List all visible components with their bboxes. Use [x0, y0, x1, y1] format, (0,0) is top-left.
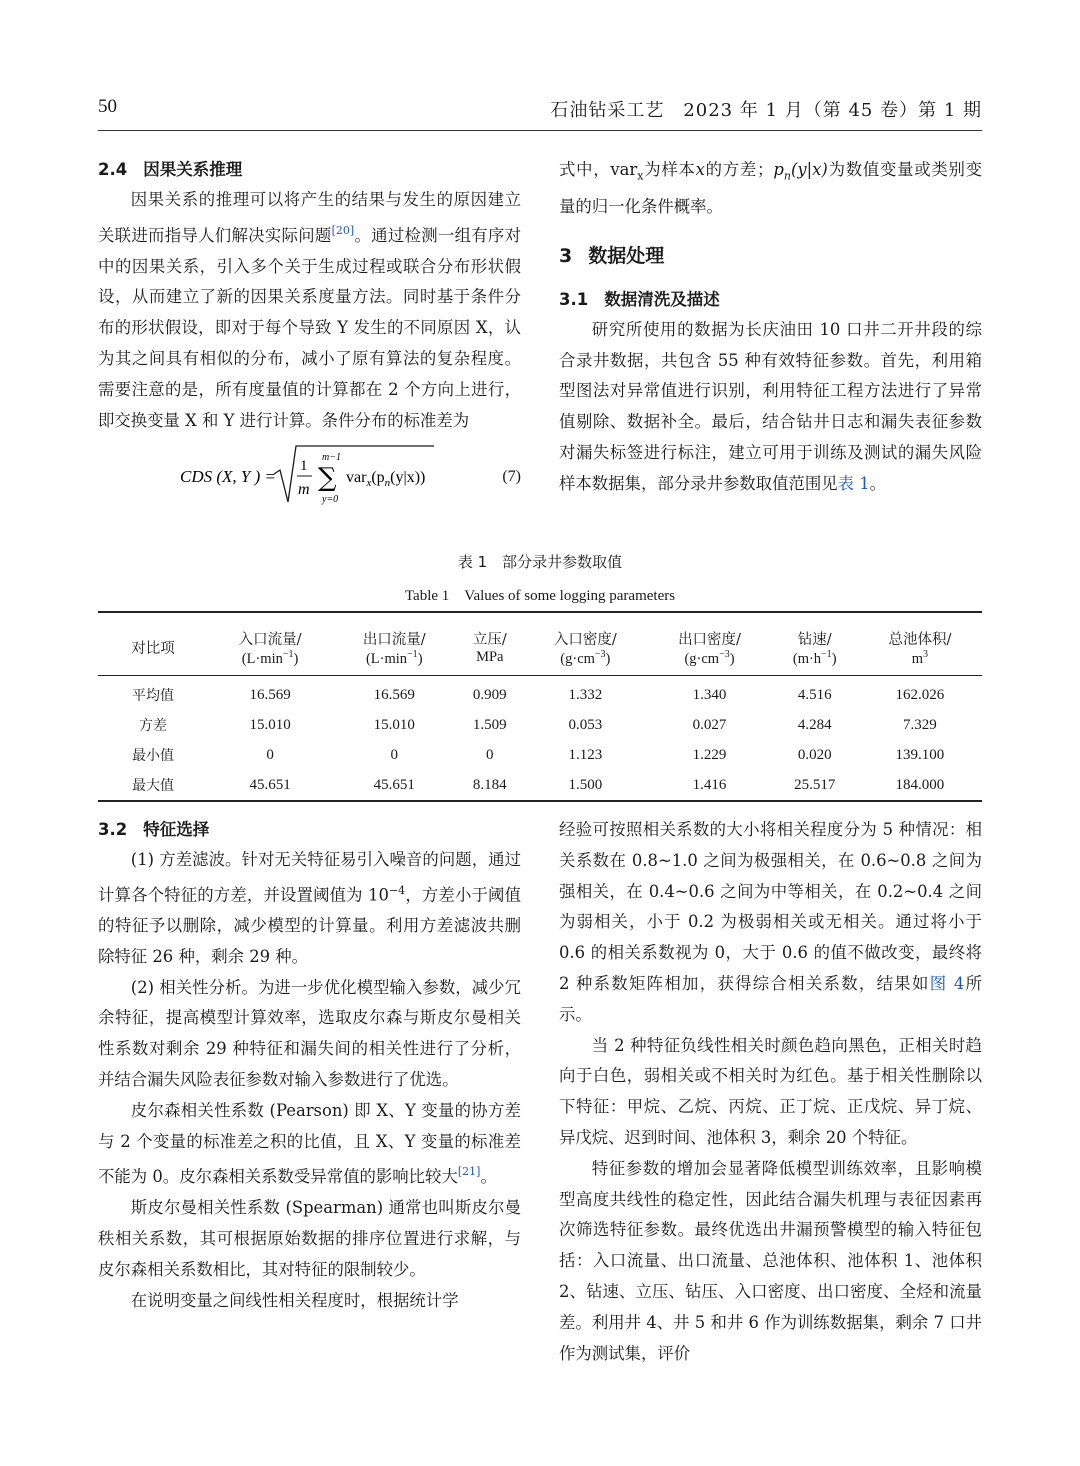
table-cell: 162.026 [895, 686, 945, 703]
table-cell: 15.010 [249, 716, 291, 733]
text: 皮尔森相关性系数 (Pearson) 即 X、Y 变量的协方差与 2 个变量的标准差之积的比值，且 X、Y 变量的标准差不能为 0。皮尔森相关系数受异常值的影响比较大 [98, 1100, 521, 1187]
section-number: 2.4 [98, 160, 128, 179]
paragraph [98, 845, 521, 973]
section-number: 3.1 [559, 289, 589, 309]
paragraph: 在说明变量之间线性相关程度时，根据统计学 [130, 1290, 459, 1310]
table-cell: 16.569 [373, 686, 415, 703]
paragraph [559, 315, 982, 500]
sum-upper-limit: m−1 [322, 452, 341, 464]
variable: (y|x) [791, 160, 828, 179]
text: 所示。 [559, 973, 982, 1024]
section-title: 因果关系推理 [143, 160, 243, 179]
column-header: 出口密度/ [647, 612, 771, 649]
table-cell: 0.020 [797, 746, 832, 763]
sum-lower-limit: y=0 [322, 494, 339, 506]
paragraph: 斯皮尔曼相关性系数 (Spearman) 通常也叫斯皮尔曼秩相关系数，其可根据原始数据的排序位置进行求解，与皮尔森相关系数相比，其对特征的限制较少。 [98, 1198, 521, 1279]
table-cell: 0.053 [568, 716, 603, 733]
table-cell: 0 [266, 746, 274, 763]
table-cell: 0 [486, 746, 494, 763]
table-row [98, 676, 982, 711]
paragraph: (2) 相关性分析。为进一步优化模型输入参数，减少冗余特征，提高模型计算效率，选取皮尔森与斯皮尔曼相关性系数对剩余 29 种特征和漏失间的相关性进行了分析，并结合漏失风险表征参数对输入参数进行了优选。 [98, 977, 521, 1090]
table-cell: 45.651 [208, 770, 332, 801]
running-header [98, 92, 982, 131]
table-cell: 1.500 [523, 770, 647, 801]
variable: p [773, 160, 784, 179]
column-header: 钻速/ [772, 612, 858, 649]
citation-link[interactable]: [20] [331, 223, 355, 237]
logging-parameters-table [98, 611, 982, 802]
right-column-top [559, 155, 982, 500]
column-header: 入口流量/ [208, 612, 332, 649]
text: 的方差； [704, 160, 774, 179]
section-title: 特征选择 [143, 820, 210, 839]
column-header: 出口流量/ [332, 612, 456, 649]
equation-7 [98, 440, 521, 514]
superscript: −4 [388, 883, 406, 897]
text: (1) 方差滤波。针对无关特征易引入噪音的问题，通过计算各个特征的方差，并设置阈值为 10 [98, 850, 521, 905]
text: 经验可按照相关系数的大小将相关程度分为 5 种情况：相关系数在 0.8~1.0 之间为极强相关，在 0.6~0.8 之间为强相关，在 0.4~0.6 之间为中等相关，在 0.2~0.4 之间为弱相关，小于 0.2 为极弱相关或无相关。通过将小于 0.6 的相关系数视为 0，大于 0.6 的值不做改变，最终将 2 种系数矩阵相加，获得综合相关系数，结果如 [559, 820, 982, 993]
row-label: 最大值 [98, 770, 208, 801]
table-row [98, 710, 982, 740]
table-cell: 139.100 [895, 746, 945, 763]
table-cell: 1.332 [568, 686, 603, 703]
formula-lhs: CDS (X, Y ) = [180, 467, 276, 487]
table-cell: 4.516 [797, 686, 832, 703]
formula-body: $var_x(p_n(y|x))$ [346, 469, 426, 490]
table-cell: 0 [390, 746, 398, 763]
table-cell: 0.909 [472, 686, 507, 703]
formula-frac-num: 1 [300, 458, 308, 475]
citation-link[interactable]: [21] [457, 1165, 481, 1179]
table-cell: 25.517 [772, 770, 858, 801]
text: 。 [480, 1167, 497, 1187]
table-cell: 15.010 [373, 716, 415, 733]
table-reference-link[interactable]: 表 1 [837, 473, 870, 493]
text: 因果关系的推理可以将产生的结果与发生的原因建立关联进而指导人们解决实际问题 [98, 190, 521, 245]
row-label: 最小值 [132, 748, 174, 764]
text: 式中，var [559, 160, 638, 179]
column-unit: $(g\cdot cm^{-3})$ [523, 649, 647, 676]
table-unit-row [98, 649, 982, 676]
text: 。 [869, 473, 887, 493]
sum-symbol: ∑ [318, 463, 337, 494]
row-label: 平均值 [132, 688, 174, 704]
text: 为数值变量或类别变量的归一化条件概率。 [559, 160, 983, 217]
table-cell: 1.229 [692, 746, 727, 763]
section-3-heading [559, 239, 982, 273]
section-3-2-heading [98, 815, 521, 845]
formula-frac-den: m [298, 481, 310, 499]
table-caption-en: Table 1 Values of some logging parameters [404, 588, 676, 604]
paragraph: 当 2 种特征负线性相关时颜色趋向黑色，正相关时趋向于白色，弱相关或不相关时为红色。基于相关性删除以下特征：甲烷、乙烷、丙烷、正丁烷、正戊烷、异丁烷、异戊烷、迟到时间、池体积 3，剩余 20 个特征。 [559, 1035, 982, 1147]
column-unit: MPa [456, 649, 523, 676]
section-number: 3.2 [98, 820, 128, 839]
section-number: 3 [559, 244, 573, 267]
formula-cds [98, 440, 521, 514]
text: 。通过检测一组有序对中的因果关系，引入多个关于生成过程或联合分布形状假设，从而建立了新的因果关系度量方法。同时基于条件分布的形状假设，即对于每个导致 Y 发生的不同原因 X，认为其之间具有相似的分布，减小了原有算法的复杂程度。需要注意的是，所有度量值的计算都在 2 个方向上进行，即交换变量 X 和 Y 进行计算。条件分布的标准差为 [98, 225, 522, 430]
section-2-4-heading [98, 155, 521, 185]
table-cell: 7.329 [903, 716, 937, 733]
subscript: n [783, 169, 791, 183]
column-unit: $m^3$ [858, 649, 982, 676]
text: ，方差小于阈值的特征予以删除，减少模型的计算量。利用方差滤波共删除特征 26 种，剩余 29 种。 [98, 885, 521, 966]
column-unit: $(g\cdot cm^{-3})$ [647, 649, 771, 676]
table-cell: 1.509 [472, 716, 507, 733]
section-title: 数据清洗及描述 [604, 289, 720, 309]
paragraph: 特征参数的增加会显著降低模型训练效率，且影响模型高度共线性的稳定性，因此结合漏失机理与表征因素再次筛选特征参数。最终优选出井漏预警模型的输入特征包括：入口流量、出口流量、总池体积、池体积 1、池体积 2、钻速、立压、钻压、入口密度、出口密度、全烃和流量差。利用井 4、井 5 和井 6 作为训练数据集，剩余 7 口井作为测试集，评价 [559, 1158, 982, 1363]
column-header: 立压/ [456, 612, 523, 649]
column-unit: $(m\cdot h^{-1})$ [772, 649, 858, 676]
table-cell: 16.569 [249, 686, 291, 703]
section-title: 数据处理 [588, 244, 665, 267]
paragraph [559, 815, 982, 1031]
paragraph [559, 155, 982, 223]
table-cell: 184.000 [858, 770, 982, 801]
text: 研究所使用的数据为长庆油田 10 口井二开井段的综合录井数据，共包含 55 种有效特征参数。首先，利用箱型图法对异常值进行识别，利用特征工程方法进行了异常值剔除、数据补全。最后，结合钻井日志和漏失表征参数对漏失标签进行标注，建立可用于训练及测试的漏失风险样本数据集，部分录井参数取值范围见 [559, 319, 982, 493]
paragraph [98, 1096, 521, 1193]
table-cell: 4.284 [797, 716, 832, 733]
row-label: 方差 [139, 718, 167, 734]
column-unit: $(L\cdot\min^{-1})$ [332, 649, 456, 676]
right-column-bottom [559, 815, 982, 1369]
left-column-bottom [98, 815, 521, 1316]
paragraph [98, 185, 521, 436]
table-cell: 0.027 [692, 716, 727, 733]
variable: x [695, 160, 705, 179]
figure-reference-link[interactable]: 图 4 [929, 973, 965, 993]
equation-number: (7) [502, 468, 521, 486]
table-row [98, 740, 982, 770]
column-header: 总池体积/ [858, 612, 982, 649]
column-unit: $(L\cdot\min^{-1})$ [208, 649, 332, 676]
journal-info: 石油钻采工艺 2023 年 1 月（第 45 卷）第 1 期 [550, 100, 982, 121]
table-cell: 1.416 [647, 770, 771, 801]
subscript: x [637, 169, 644, 183]
column-header: 对比项 [98, 612, 208, 676]
section-3-1-heading [559, 285, 982, 315]
left-column-top [98, 155, 521, 514]
table-row [98, 770, 982, 801]
table-cell: 8.184 [456, 770, 523, 801]
table-caption-cn: 表 1 部分录井参数取值 [457, 553, 623, 571]
column-header: 入口密度/ [523, 612, 647, 649]
table-cell: 1.123 [568, 746, 603, 763]
page-number: 50 [98, 96, 117, 117]
text: 为样本 [643, 160, 696, 179]
table-cell: 45.651 [332, 770, 456, 801]
table-cell: 1.340 [692, 686, 727, 703]
table-header-row [98, 612, 982, 649]
